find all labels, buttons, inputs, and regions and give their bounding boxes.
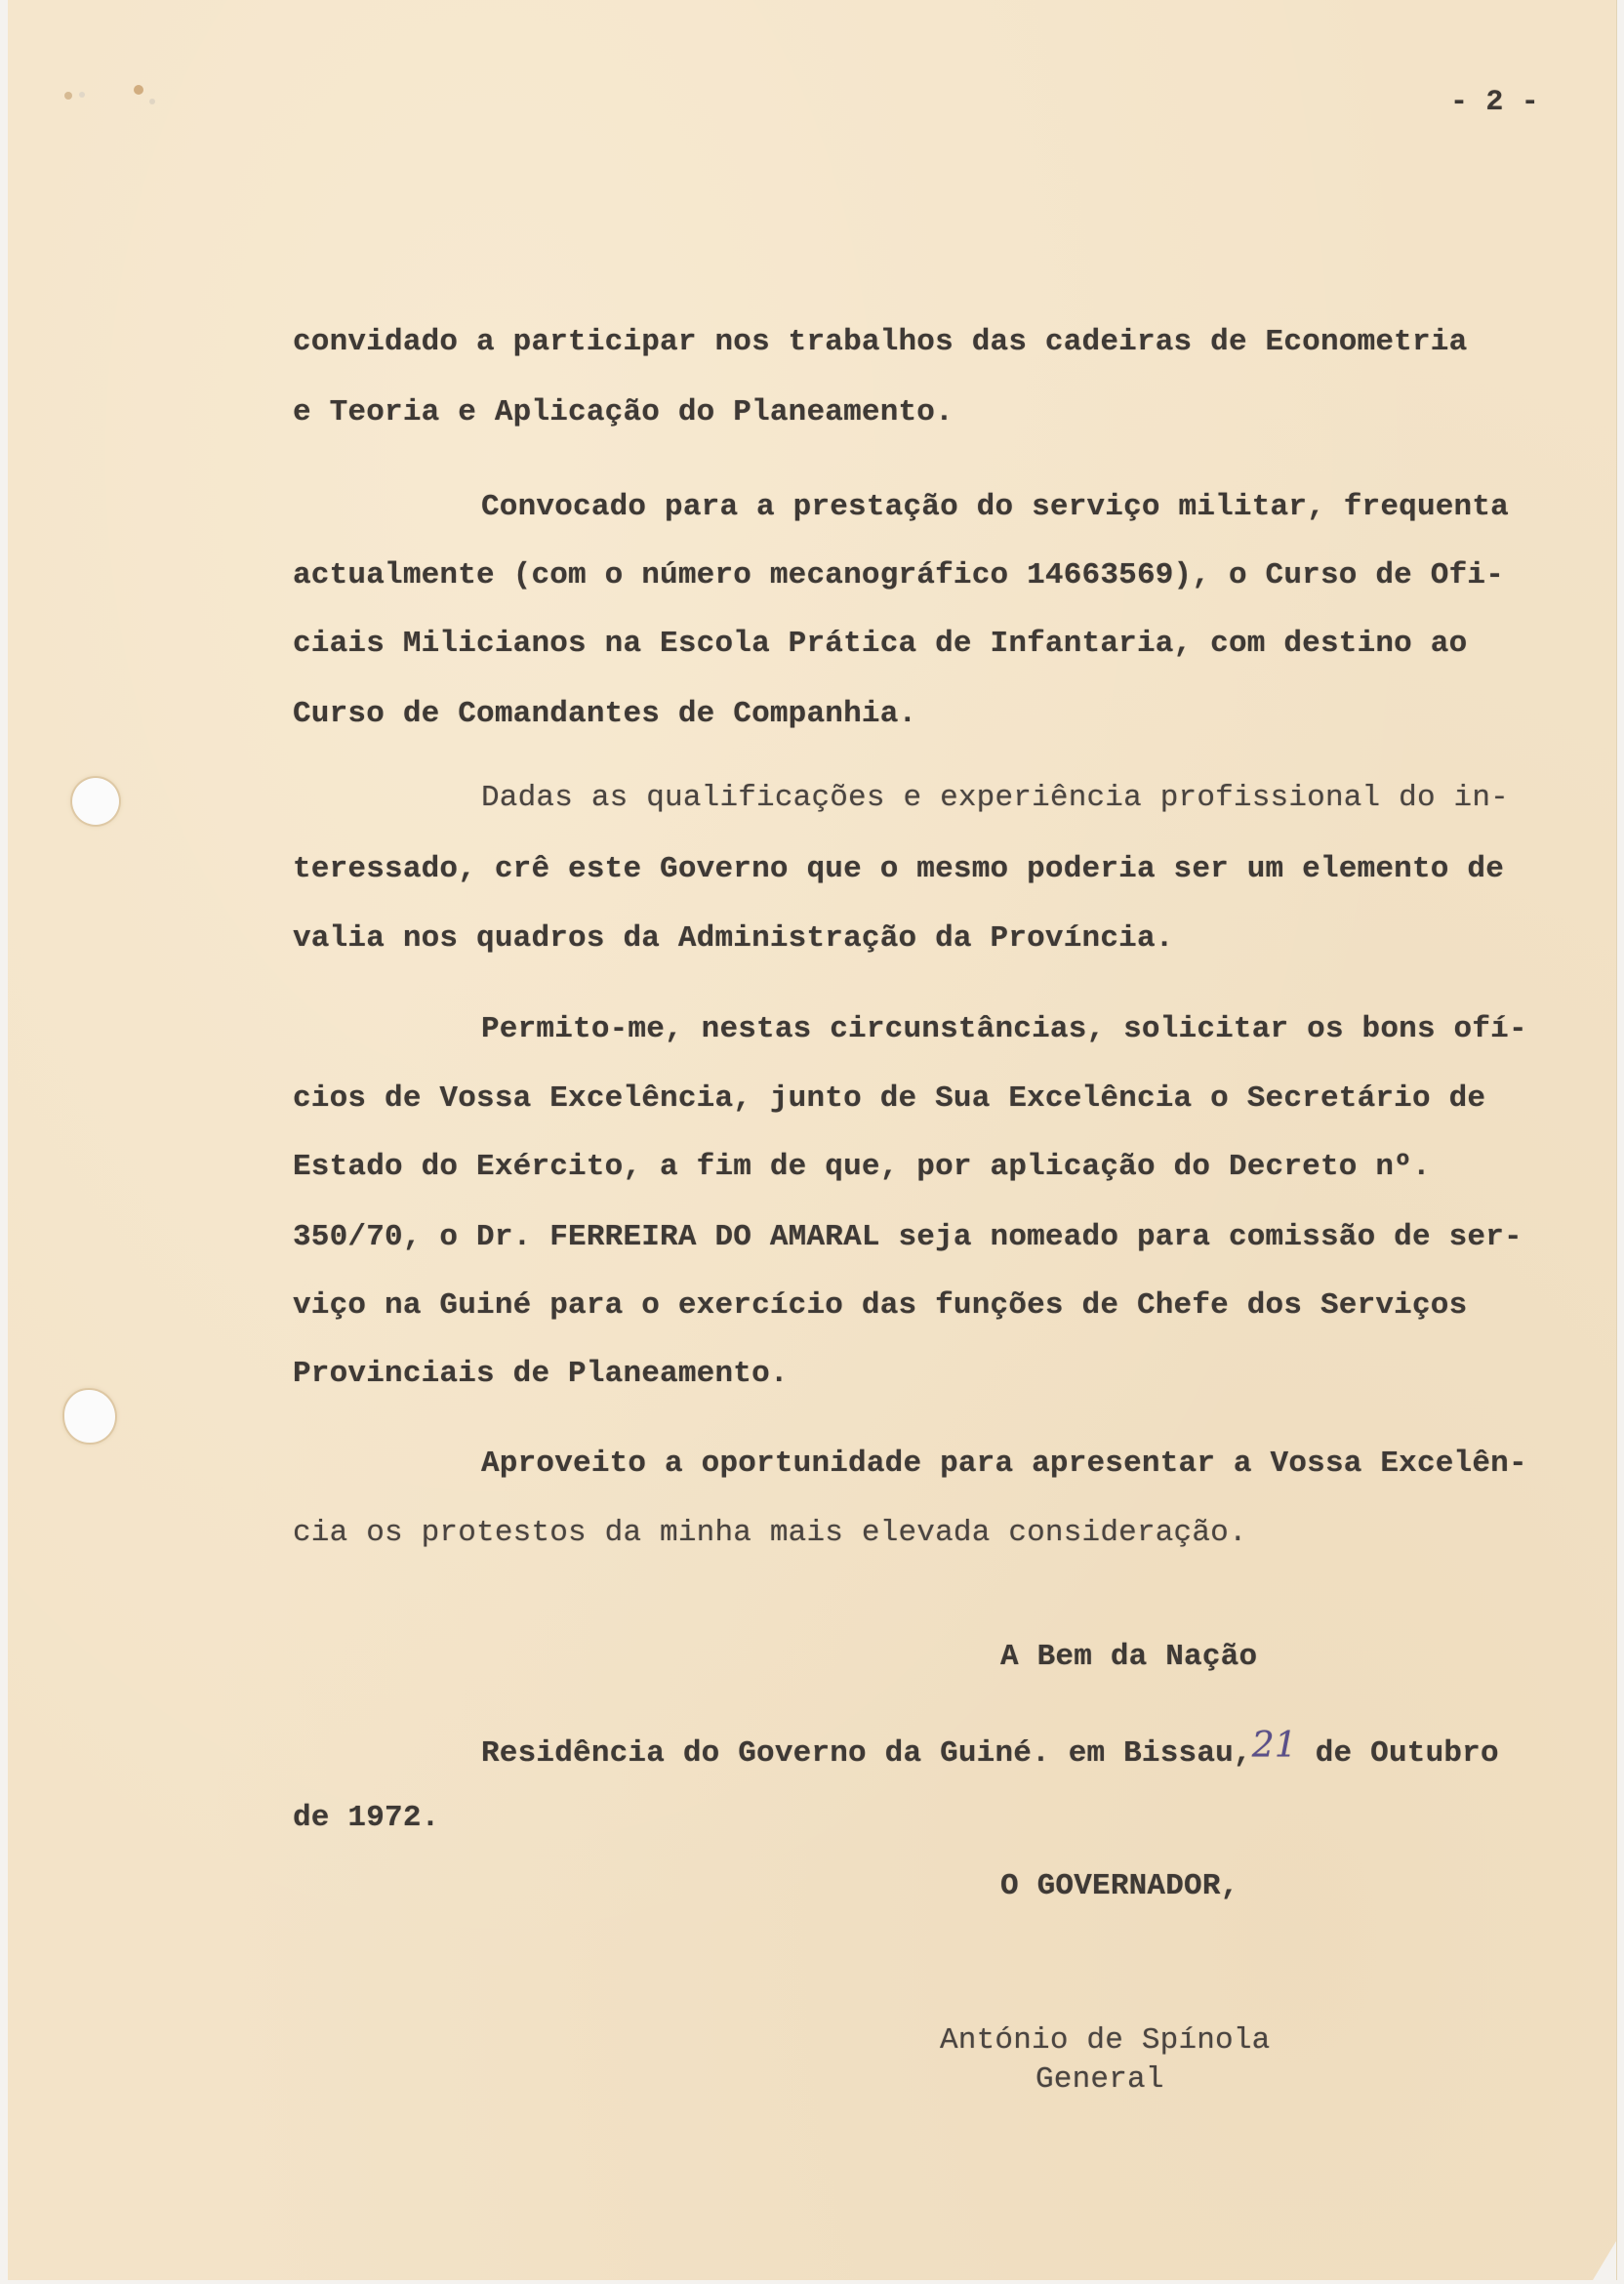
signatory-name: António de Spínola <box>940 2023 1271 2058</box>
body-line: Aproveito a oportunidade para apresentar a Vossa Excelên- <box>481 1447 1527 1481</box>
body-line: Convocado para a prestação do serviço militar, frequenta <box>481 490 1509 524</box>
punch-hole-bottom <box>64 1390 115 1443</box>
place-date-line <box>481 1726 1499 1771</box>
body-line: convidado a participar nos trabalhos das cadeiras de Econometria <box>293 325 1468 359</box>
handwritten-day: 21 <box>1251 1726 1297 1766</box>
torn-corner <box>1593 2241 1616 2280</box>
year-line: de 1972. <box>293 1801 440 1835</box>
body-line: viço na Guiné para o exercício das funções de Chefe dos Serviços <box>293 1288 1468 1323</box>
body-line: Curso de Comandantes de Companhia. <box>293 697 917 731</box>
body-line: Estado do Exército, a fim de que, por aplicação do Decreto nº. <box>293 1150 1431 1184</box>
body-line: 350/70, o Dr. FERREIRA DO AMARAL seja nomeado para comissão de ser- <box>293 1220 1522 1254</box>
body-line: teressado, crê este Governo que o mesmo poderia ser um elemento de <box>293 852 1504 886</box>
body-line: cios de Vossa Excelência, junto de Sua Excelência o Secretário de <box>293 1081 1486 1116</box>
body-line: Dadas as qualificações e experiência profissional do in- <box>481 781 1509 815</box>
staple-mark-icon <box>55 78 172 107</box>
place-date-prefix: Residência do Governo da Guiné. em Bissau, <box>481 1736 1252 1771</box>
body-line: cia os protestos da minha mais elevada consideração. <box>293 1516 1247 1550</box>
signatory-rank: General <box>1035 2062 1164 2097</box>
page-number: - 2 - <box>1450 86 1540 119</box>
document-page <box>8 0 1617 2280</box>
body-line: ciais Milicianos na Escola Prática de Infantaria, com destino ao <box>293 627 1468 661</box>
place-date-suffix: de Outubro <box>1296 1736 1499 1771</box>
punch-hole-top <box>72 778 119 825</box>
body-line: Permito-me, nestas circunstâncias, solicitar os bons ofí- <box>481 1012 1527 1046</box>
body-line: actualmente (com o número mecanográfico 14663569), o Curso de Ofi- <box>293 558 1504 592</box>
body-line: e Teoria e Aplicação do Planeamento. <box>293 395 954 429</box>
signatory-title: O GOVERNADOR, <box>1000 1869 1239 1903</box>
body-line: valia nos quadros da Administração da Província. <box>293 921 1174 956</box>
closing-motto: A Bem da Nação <box>1000 1640 1258 1674</box>
body-line: Provinciais de Planeamento. <box>293 1357 789 1391</box>
